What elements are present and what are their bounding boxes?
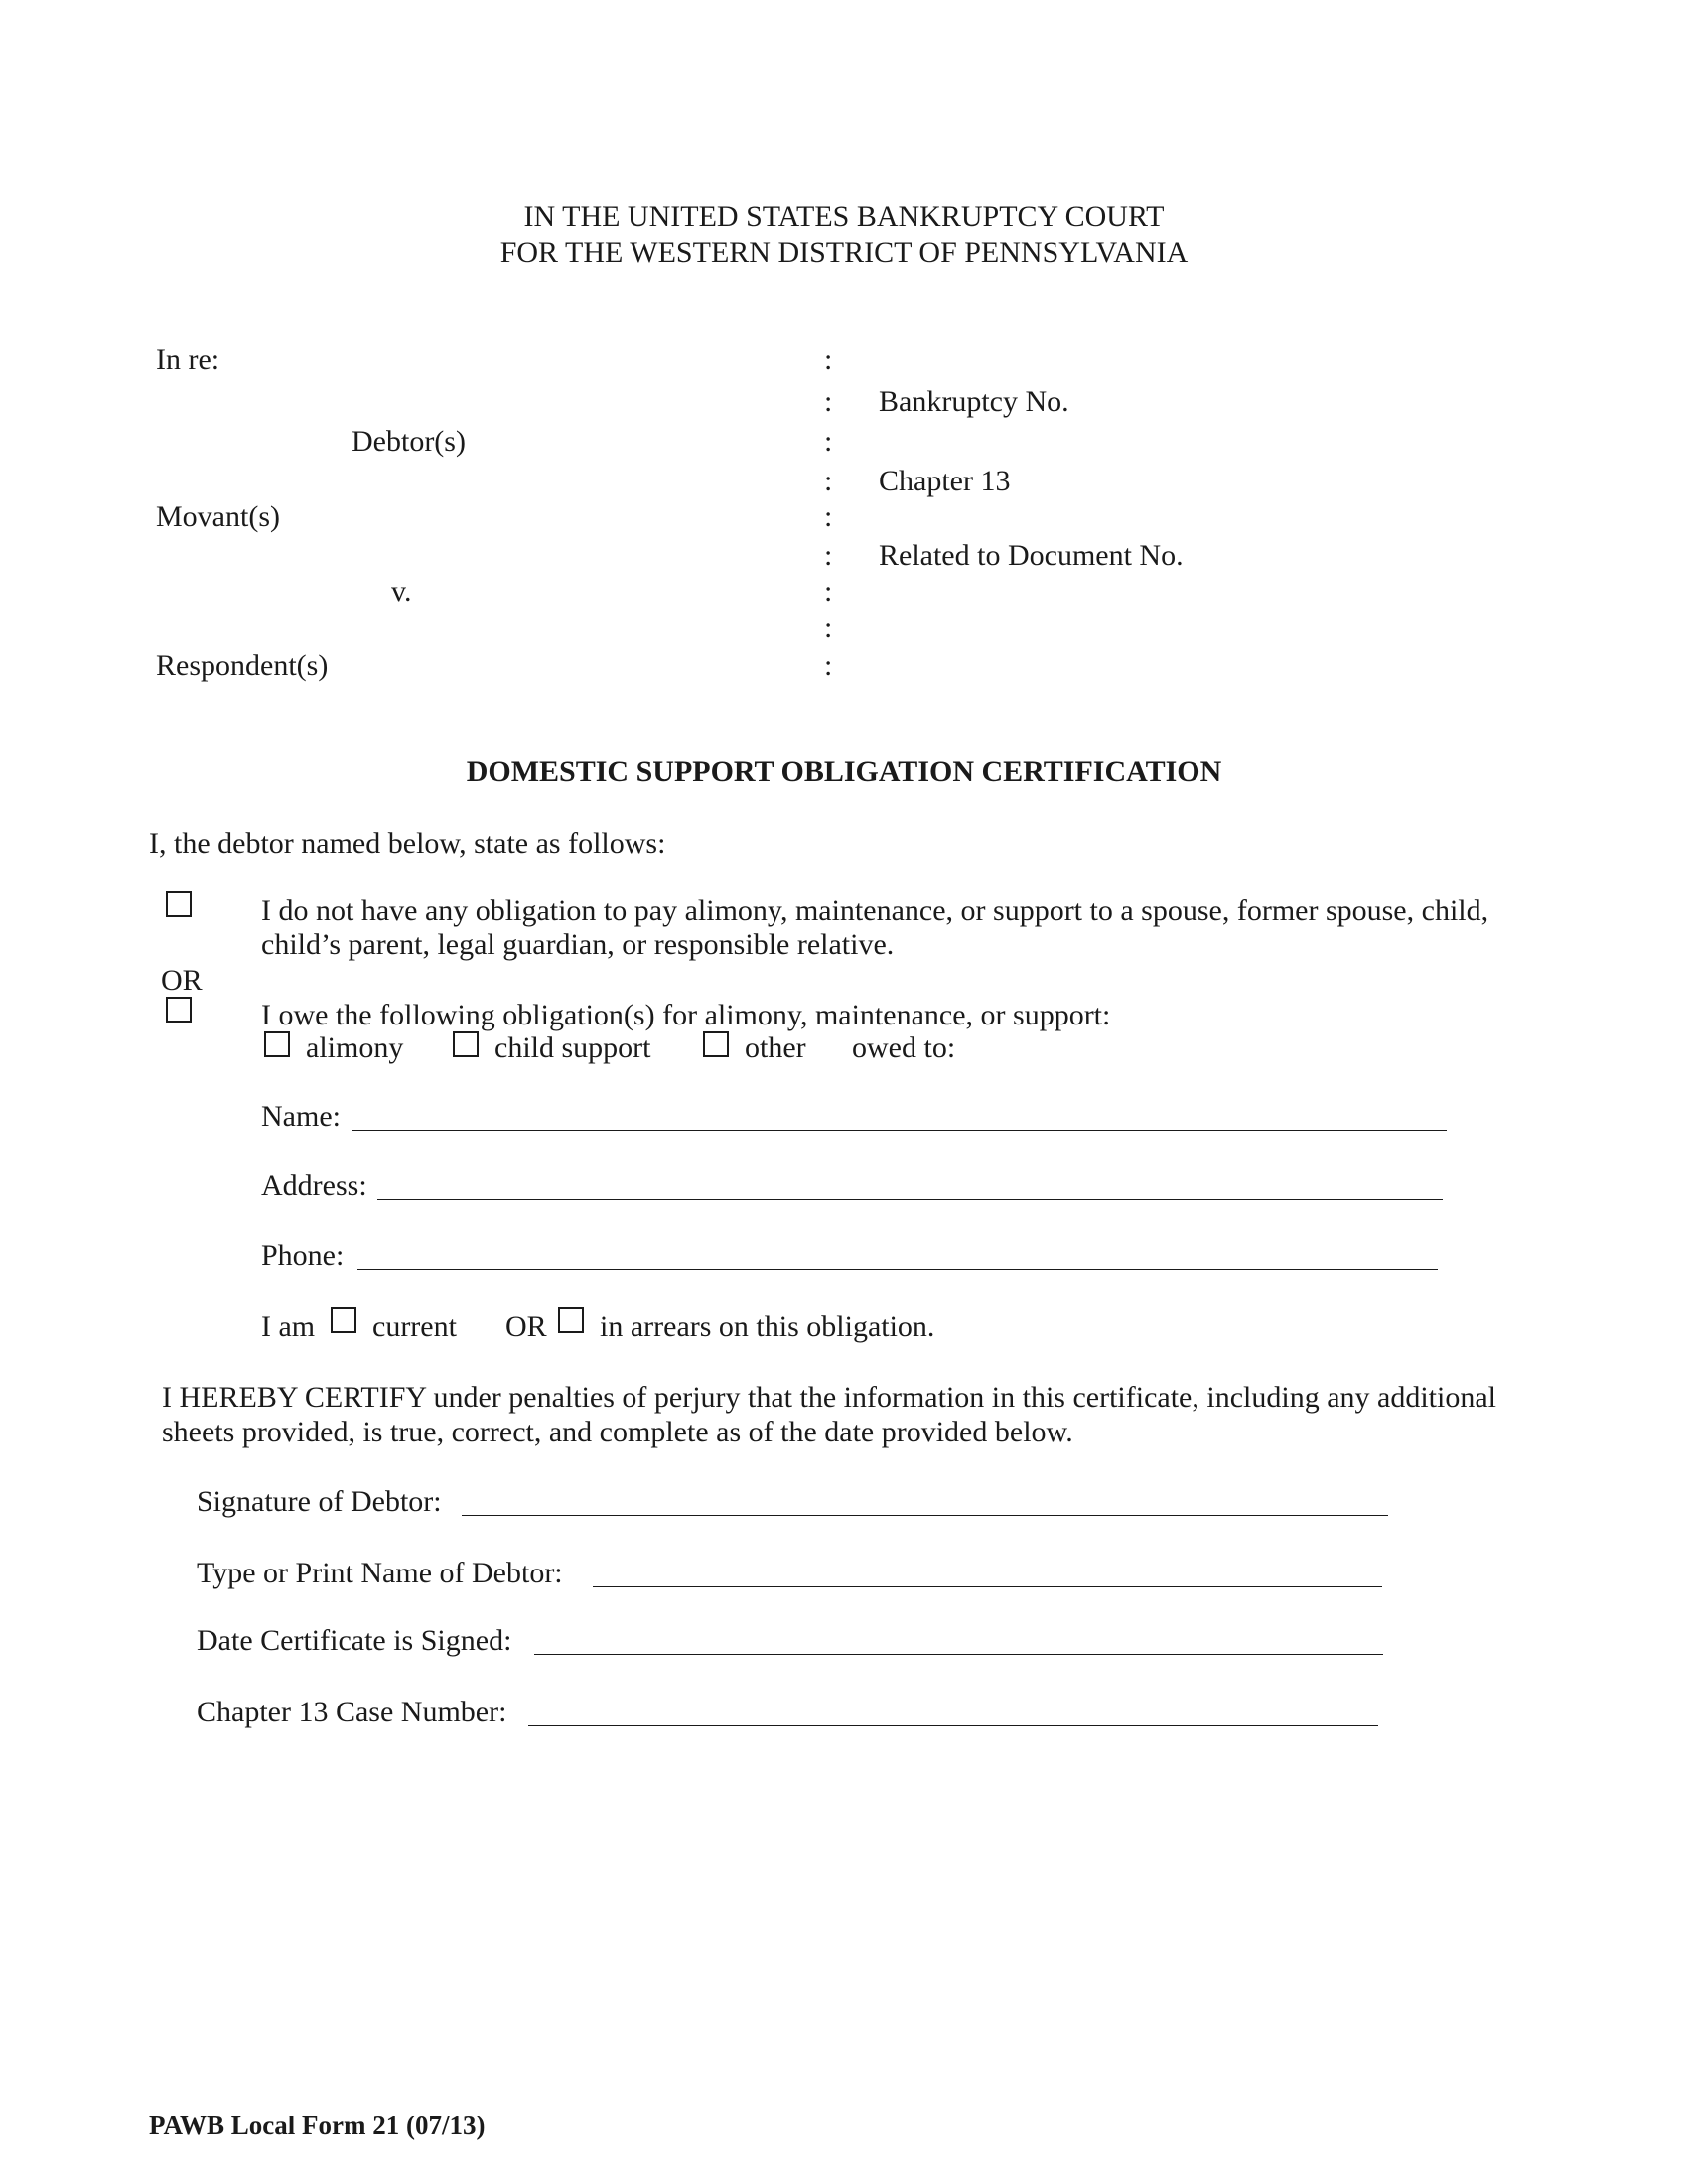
phone-label: Phone:: [261, 1239, 345, 1272]
in-re-label: In re:: [156, 343, 220, 376]
versus-label: v.: [391, 575, 412, 608]
alimony-checkbox[interactable]: [264, 1031, 290, 1057]
arrears-checkbox[interactable]: [558, 1307, 584, 1333]
related-document-label: Related to Document No.: [879, 539, 1184, 572]
print-name-field[interactable]: [593, 1586, 1382, 1587]
respondent-label: Respondent(s): [156, 649, 329, 682]
owed-to-label: owed to:: [852, 1031, 956, 1064]
name-field[interactable]: [352, 1130, 1447, 1131]
caption-colon: :: [824, 465, 833, 497]
caption-colon: :: [824, 539, 833, 572]
phone-field[interactable]: [357, 1269, 1438, 1270]
name-label: Name:: [261, 1100, 341, 1133]
caption-colon: :: [824, 385, 833, 418]
intro-statement: I, the debtor named below, state as follows:: [149, 827, 666, 860]
caption-colon: :: [824, 649, 833, 682]
print-name-label: Type or Print Name of Debtor:: [197, 1557, 563, 1589]
date-signed-label: Date Certificate is Signed:: [197, 1624, 512, 1657]
other-checkbox[interactable]: [703, 1031, 729, 1057]
no-obligation-text: I do not have any obligation to pay alimony, maintenance, or support to a spouse, former spouse, child,: [261, 894, 1489, 927]
child-support-checkbox[interactable]: [453, 1031, 479, 1057]
bankruptcy-no-label: Bankruptcy No.: [879, 385, 1069, 418]
case-number-label: Chapter 13 Case Number:: [197, 1696, 507, 1728]
signature-label: Signature of Debtor:: [197, 1485, 442, 1518]
district-name: FOR THE WESTERN DISTRICT OF PENNSYLVANIA: [499, 236, 1189, 269]
caption-colon: :: [824, 343, 833, 376]
address-label: Address:: [261, 1169, 367, 1202]
caption-colon: :: [824, 575, 833, 608]
date-signed-field[interactable]: [534, 1654, 1383, 1655]
caption-colon: :: [824, 612, 833, 644]
child-support-label: child support: [494, 1031, 651, 1064]
alimony-label: alimony: [306, 1031, 404, 1064]
caption-colon: :: [824, 425, 833, 458]
form-footer: PAWB Local Form 21 (07/13): [149, 2111, 486, 2140]
form-title: DOMESTIC SUPPORT OBLIGATION CERTIFICATION: [466, 755, 1222, 788]
no-obligation-text-cont: child’s parent, legal guardian, or responsible relative.: [261, 928, 895, 961]
certification-statement-cont: sheets provided, is true, correct, and complete as of the date provided below.: [162, 1416, 1073, 1448]
debtor-label: Debtor(s): [352, 425, 466, 458]
i-am-label: I am: [261, 1310, 316, 1343]
caption-colon: :: [824, 500, 833, 533]
signature-field[interactable]: [462, 1515, 1388, 1516]
current-checkbox[interactable]: [331, 1307, 356, 1333]
certification-statement: I HEREBY CERTIFY under penalties of perjury that the information in this certificate, including any additional: [162, 1381, 1496, 1414]
status-or-label: OR: [505, 1310, 547, 1343]
movant-label: Movant(s): [156, 500, 280, 533]
owe-obligation-checkbox[interactable]: [166, 997, 192, 1023]
other-label: other: [745, 1031, 806, 1064]
current-label: current: [372, 1310, 457, 1343]
chapter-label: Chapter 13: [879, 465, 1011, 497]
case-number-field[interactable]: [528, 1725, 1378, 1726]
address-field[interactable]: [377, 1199, 1443, 1200]
no-obligation-checkbox[interactable]: [166, 891, 192, 917]
arrears-label: in arrears on this obligation.: [600, 1310, 935, 1343]
court-name: IN THE UNITED STATES BANKRUPTCY COURT: [523, 201, 1165, 233]
or-label: OR: [161, 964, 203, 997]
owe-obligation-text: I owe the following obligation(s) for alimony, maintenance, or support:: [261, 999, 1111, 1031]
